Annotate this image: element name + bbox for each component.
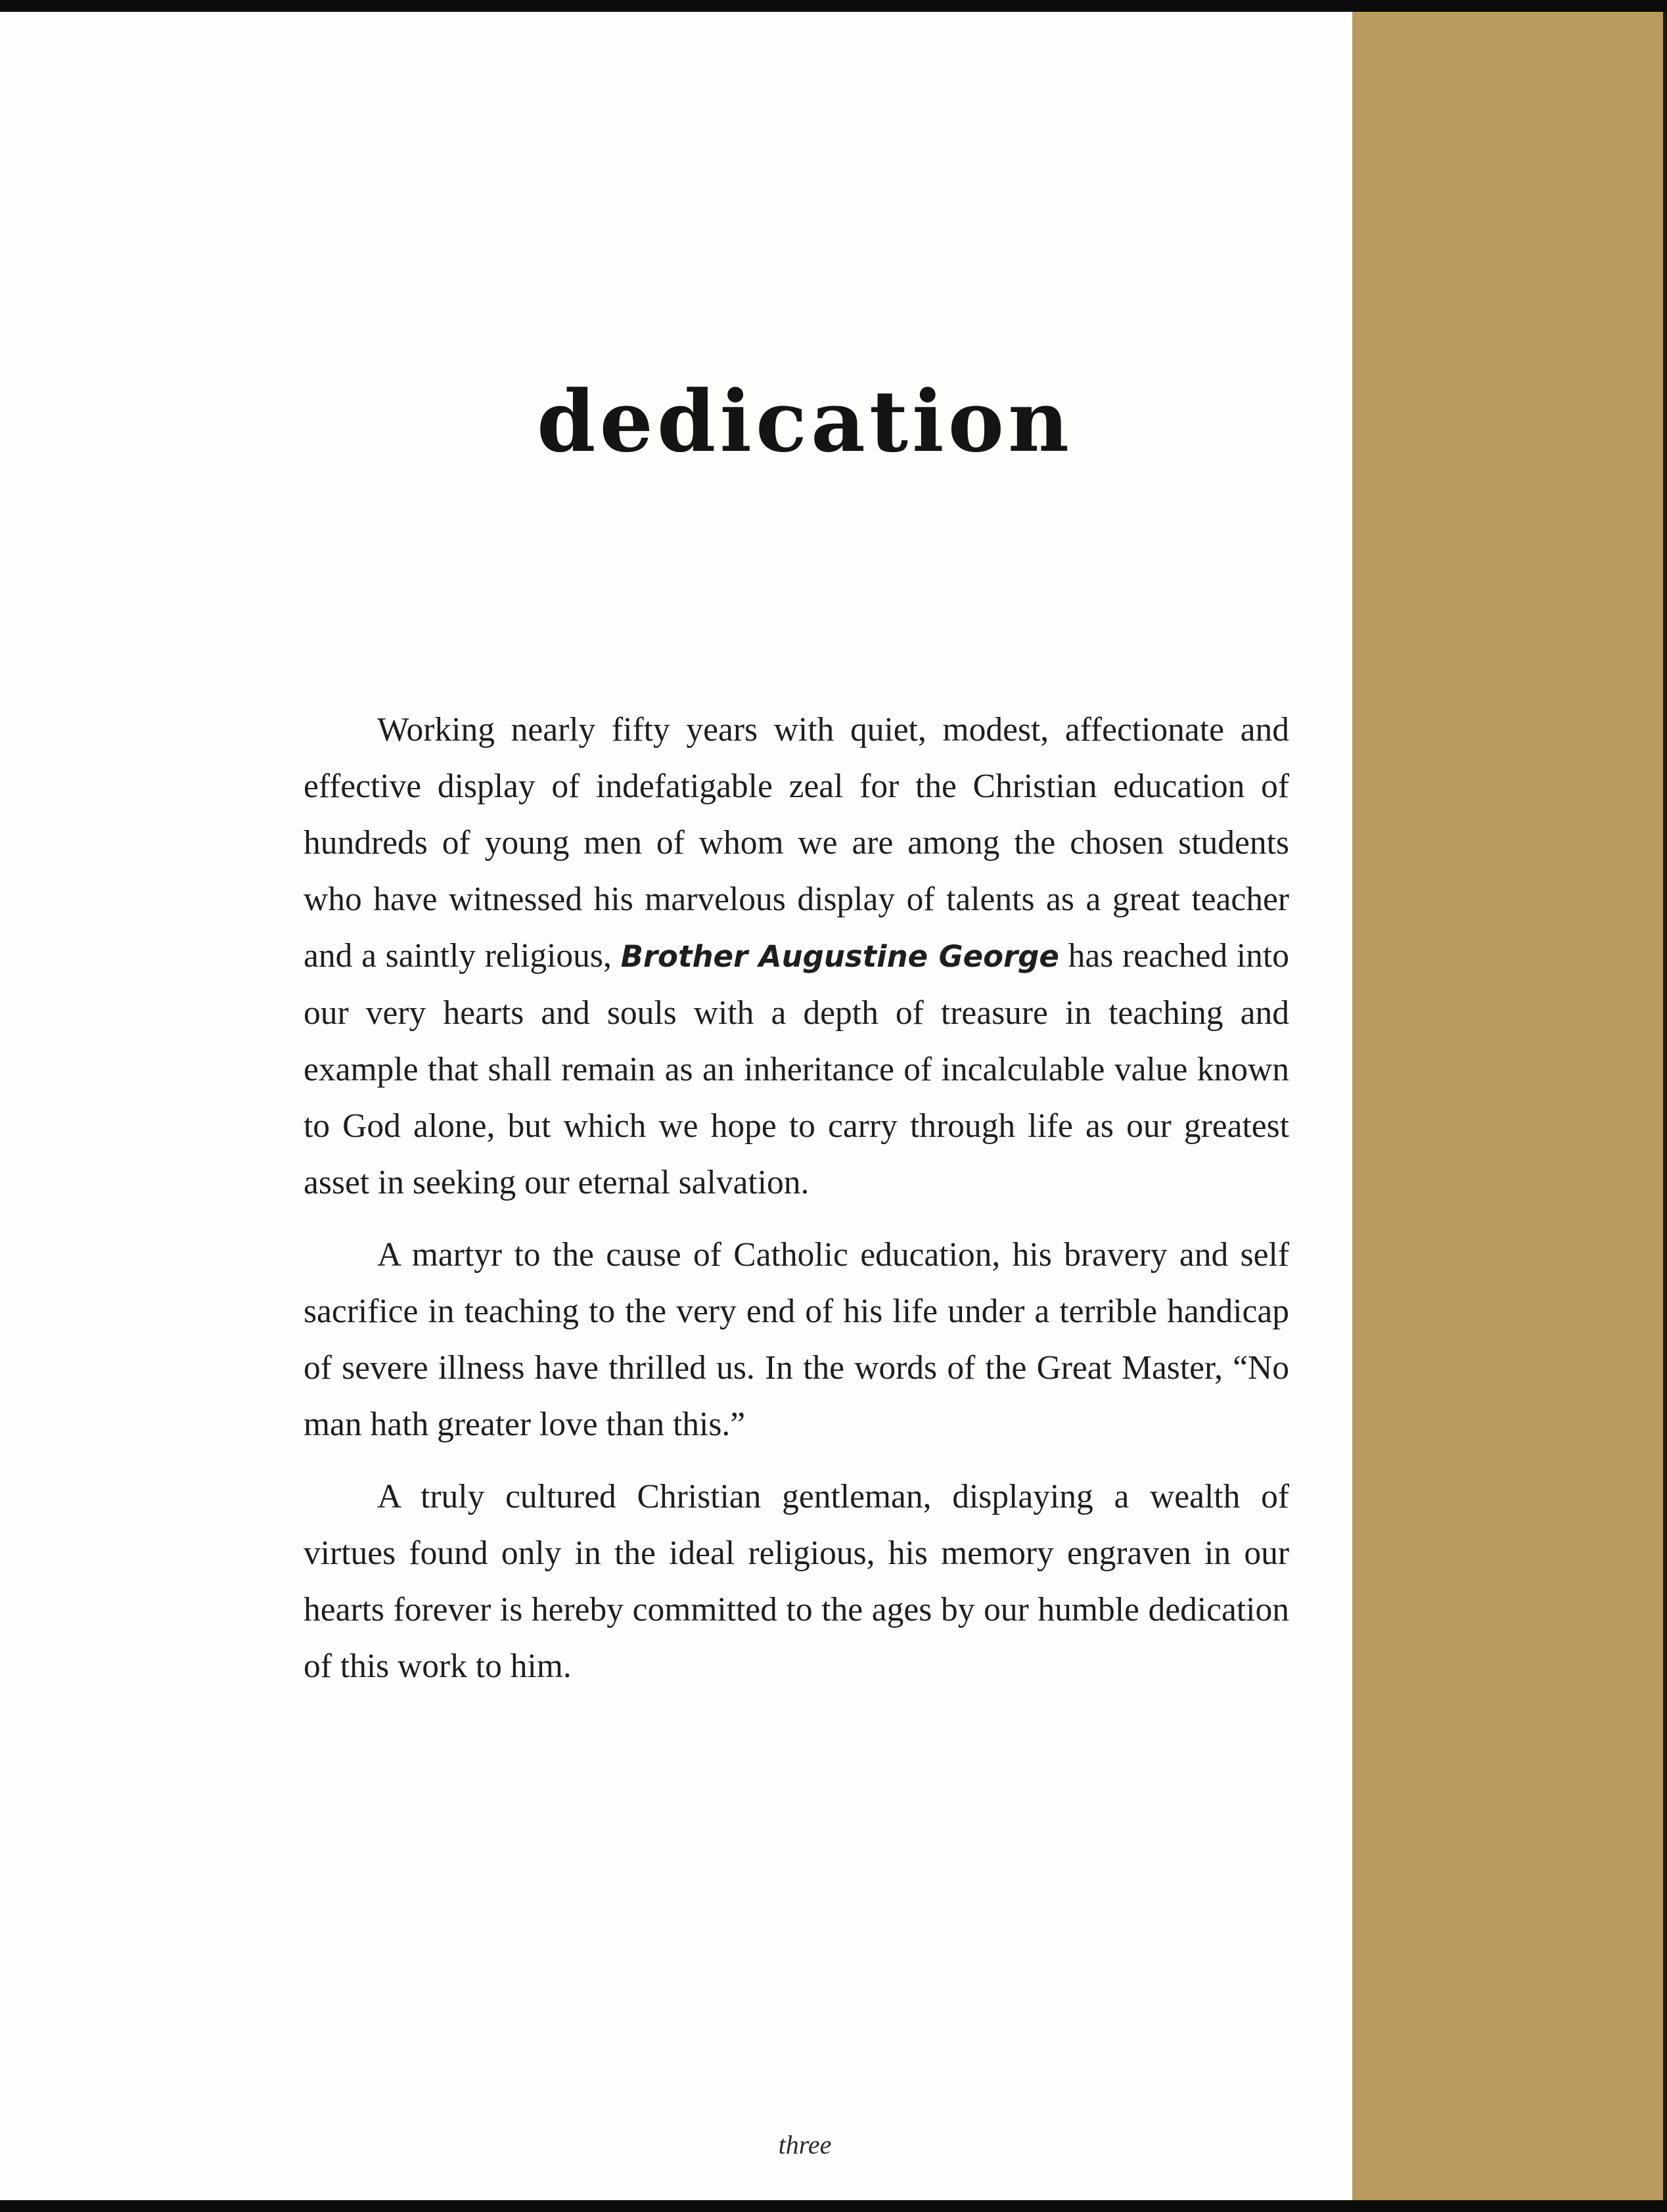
honoree-name: Brother Augustine George [620,939,1059,974]
gold-side-band [1352,12,1667,2200]
page-edge [1663,12,1667,2200]
dedication-text [304,702,1289,1711]
paragraph-1-lead: Working nearly fifty years with quiet, modest, affectionate and effective display of indefatigable zeal for the Christian education of hundreds of young men of whom we are among the chosen students who have witnessed his marvelous display of talents as a great teacher and a saintly religious, [304,711,1289,975]
page-title: dedication [536,373,1074,471]
paragraph-1 [304,702,1289,1211]
paragraph-3: A truly cultured Christian gentleman, displaying a wealth of virtues found only in the ideal religious, his memory engraven in our hearts forever is hereby committed to the ages by our humble dedication of this work to him. [304,1478,1289,1685]
page-number: three [778,2130,832,2159]
paragraph-1-rest: has reached into our very hearts and souls with a depth of treasure in teaching and example that shall remain as an inheritance of incalculable value known to God alone, but which we hope to carry through life as our greatest asset in seeking our eternal salvation. [304,937,1289,1201]
dedication-page [0,12,1667,2200]
paragraph-2: A martyr to the cause of Catholic education, his bravery and self sacrifice in teaching to the very end of his life under a terrible handicap of severe illness have thrilled us. In the words of the Great Master, “No man hath greater love than this.” [304,1236,1289,1443]
